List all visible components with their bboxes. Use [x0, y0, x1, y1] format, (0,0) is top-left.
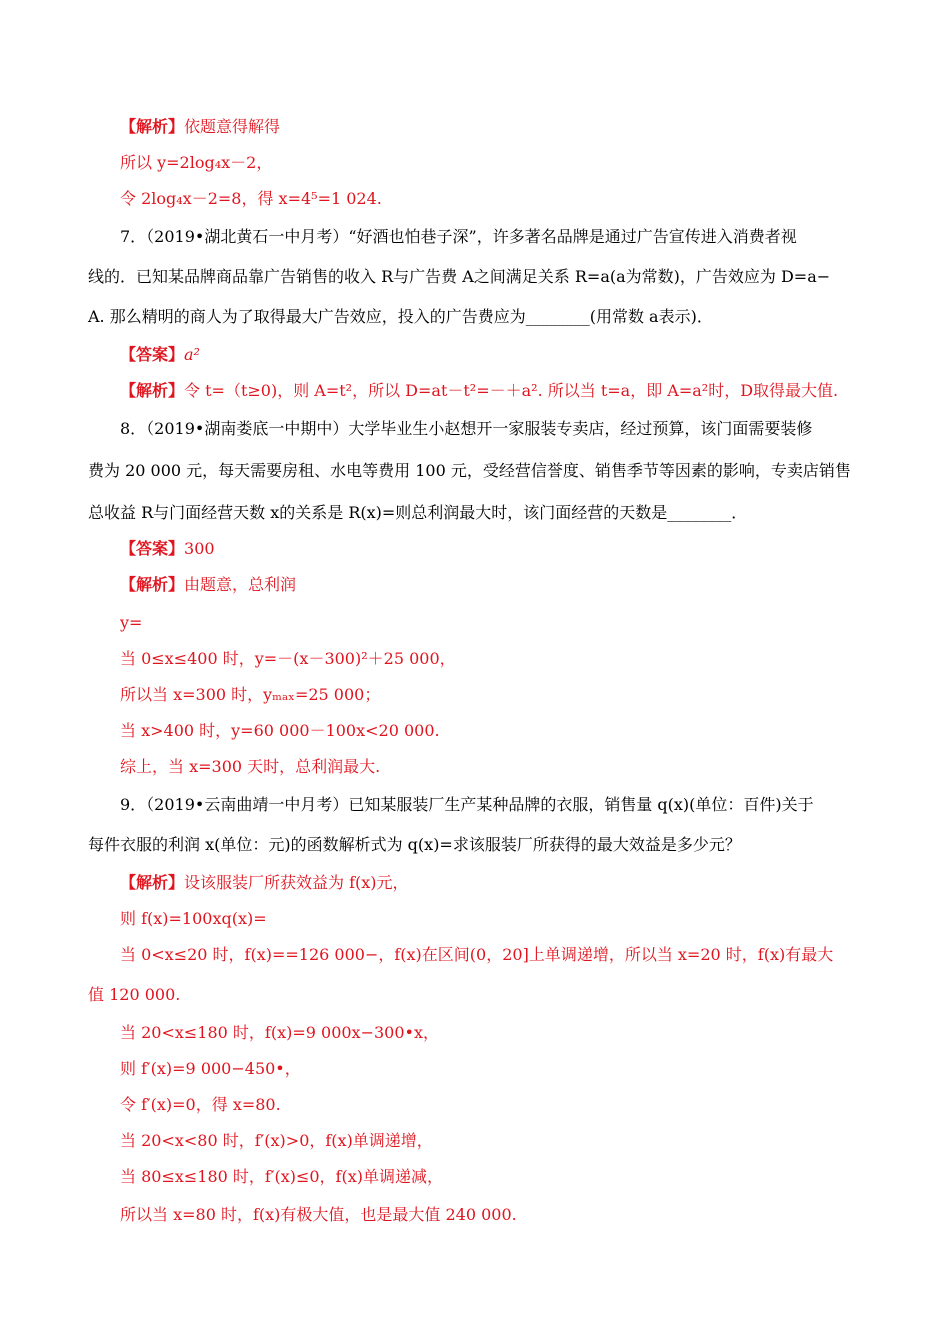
- q9-step-9: 所以当 x=80 时，f(x)有极大值，也是最大值 240 000.: [120, 1205, 517, 1224]
- q8-step-4: 当 x>400 时，y=60 000－100x<20 000.: [120, 721, 440, 740]
- q7-text-3: A. 那么精明的商人为了取得最大广告效应，投入的广告费应为________(用常数 a表示)．: [88, 307, 713, 326]
- jiexi-tag: 【解析】: [120, 873, 185, 892]
- q8-text-3: 总收益 R与门面经营天数 x的关系是 R(x)=则总利润最大时，该门面经营的天数是________．: [88, 503, 748, 522]
- q7-jiexi: 令 t=（t≥0)，则 A=t²，所以 D=at－t²=－＋a². 所以当 t=a，即 A=a²时，D取得最大值.: [184, 381, 839, 400]
- q9-step-5: 则 f′(x)=9 000−450•，: [120, 1059, 301, 1078]
- q9-text-2: 每件衣服的利润 x(单位：元)的函数解析式为 q(x)=求该服装厂所获得的最大效益是多少元？: [88, 835, 741, 854]
- p6-line-3: 令 2log₄x－2=8，得 x=4⁵=1 024.: [120, 189, 382, 208]
- q8-text-1: 8．（2019•湖南娄底一中期中）大学毕业生小赵想开一家服装专卖店，经过预算，该门面需要装修: [120, 419, 813, 438]
- q9-step-1: 则 f(x)=100xq(x)=: [120, 909, 267, 928]
- q9-step-6: 令 f′(x)=0，得 x=80.: [120, 1095, 281, 1114]
- q7-text-1: 7．（2019•湖北黄石一中月考）“好酒也怕巷子深”，许多著名品牌是通过广告宣传进入消费者视: [120, 227, 797, 246]
- q9-step-2: 当 0<x≤20 时，f(x)==126 000−，f(x)在区间(0，20]上单调递增，所以当 x=20 时，f(x)有最大: [120, 945, 834, 964]
- answer-tag: 【答案】: [120, 345, 185, 364]
- jiexi-tag: 【解析】: [120, 117, 185, 136]
- q9-step-4: 当 20<x≤180 时，f(x)=9 000x−300•x，: [120, 1023, 439, 1042]
- p6-line-2: 所以 y=2log₄x－2，: [120, 153, 273, 172]
- q7-answer-line: [120, 344, 868, 366]
- q8-step-2: 当 0≤x≤400 时，y=－(x－300)²＋25 000，: [120, 649, 456, 668]
- q8-jiexi-line: [120, 574, 868, 596]
- jiexi-tag: 【解析】: [120, 575, 185, 594]
- q9-text-1: 9．（2019•云南曲靖一中月考）已知某服装厂生产某种品牌的衣服，销售量 q(x)(单位：百件)关于: [120, 795, 814, 814]
- answer-tag: 【答案】: [120, 539, 185, 558]
- q9-step-7: 当 20<x<80 时，f′(x)>0，f(x)单调递增，: [120, 1131, 433, 1150]
- q8-jiexi: 由题意，总利润: [184, 575, 297, 594]
- q9-jiexi: 设该服装厂所获效益为 f(x)元，: [184, 873, 409, 892]
- q8-answer-line: [120, 538, 868, 560]
- q9-jiexi-line: [120, 872, 868, 894]
- q8-step-1: y=: [120, 613, 143, 632]
- q8-step-3: 所以当 x=300 时，yₘₐₓ=25 000；: [120, 685, 381, 704]
- q8-text-2: 费为 20 000 元，每天需要房租、水电等费用 100 元，受经营信誉度、销售季节等因素的影响，专卖店销售: [88, 461, 851, 480]
- q7-jiexi-line: [120, 380, 868, 402]
- q7-answer: a²: [184, 345, 200, 364]
- p6-line-1: 依题意得解得: [184, 117, 281, 136]
- p6-jiexi-line: [120, 116, 868, 138]
- q9-step-3: 值 120 000.: [88, 985, 181, 1004]
- q8-step-5: 综上，当 x=300 天时，总利润最大.: [120, 757, 381, 776]
- q7-text-2: 线的．已知某品牌商品靠广告销售的收入 R与广告费 A之间满足关系 R=a(a为常数)，广告效应为 D=a−: [88, 267, 831, 286]
- q8-answer: 300: [184, 539, 215, 558]
- jiexi-tag: 【解析】: [120, 381, 185, 400]
- q9-step-8: 当 80≤x≤180 时，f′(x)≤0，f(x)单调递减，: [120, 1167, 443, 1186]
